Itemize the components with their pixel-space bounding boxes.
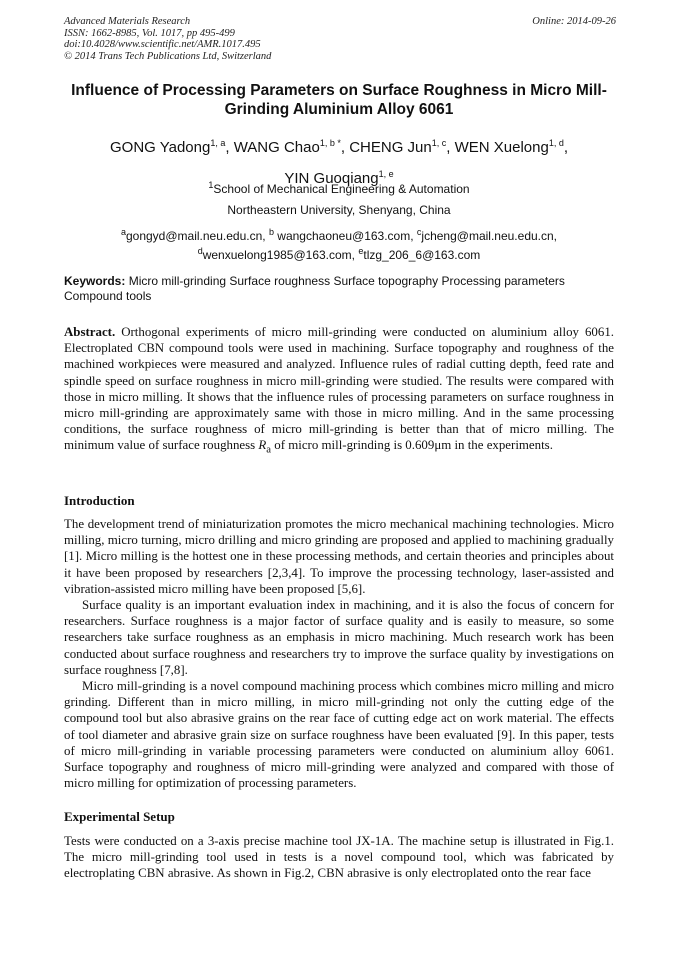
paper-title: Influence of Processing Parameters on Surface Roughness in Micro Mill-Grinding Aluminium Alloy 6061	[71, 82, 607, 118]
abstract	[64, 324, 614, 458]
author-sup: 1, e	[378, 169, 394, 179]
email-text: gongyd@mail.neu.edu.cn,	[125, 229, 269, 243]
author-name: WANG Chao	[233, 139, 320, 156]
ra-subscript: a	[266, 444, 272, 456]
affiliation-line-2: Northeastern University, Shenyang, China	[227, 203, 451, 217]
ra-symbol: R	[258, 438, 267, 453]
affiliation-text: School of Mechanical Engineering & Automation	[213, 182, 470, 196]
email-text: jcheng@mail.neu.edu.cn,	[421, 229, 558, 243]
email-text: wenxuelong1985@163.com,	[202, 248, 359, 262]
email-sup: e	[358, 246, 364, 256]
introduction-body	[64, 516, 614, 791]
paragraph: Surface quality is an important evaluation index in machining, and it is also the focus of concern for researchers. Surface roughness is a major factor of surface quality and is easily to measure, so some researchers take surface roughness as an emphasis in micro machining. Much research work has been conducted about surface roughness and researchers try to improve the surface quality by investigations on surface roughness [7,8].	[64, 598, 614, 677]
keywords-label: Keywords:	[64, 274, 126, 288]
author-name: WEN Xuelong	[454, 139, 549, 156]
paragraph: The development trend of miniaturization promotes the micro mechanical machining technologies. Micro milling, micro turning, micro drilling and micro grinding are proposed and applied to machining gradually [1]. Micro milling is the hottest one in these processing methods, and certain theories and principles about it have been proposed by researchers [2,3,4]. To improve the processing technology, laser-assisted and vibration-assisted micro milling have been proposed [5,6].	[64, 517, 614, 596]
journal-header	[64, 16, 616, 62]
abstract-text-end: of micro mill-grinding is 0.609μm in the experiments.	[271, 438, 553, 453]
abstract-text: Orthogonal experiments of micro mill-grinding were conducted on aluminium alloy 6061. Electroplated CBN compound tools were used in machining. Surface topography and roughness of the machined workpieces were measured and analyzed. Influence rules of radial cutting depth, feed rate and spindle speed on surface roughness in micro mill-grinding were studied. The results were compared with those in micro milling. It shows that the influence rules of processing parameters on surface roughness in micro mill-grinding are approximately same with those in micro milling. And in the same processing conditions, the surface roughness of micro mill-grinding is better than that of micro milling. The minimum value of surface roughness	[64, 325, 614, 453]
author-name: CHENG Jun	[349, 139, 432, 156]
email-text: wangchaoneu@163.com,	[273, 229, 417, 243]
online-date: Online: 2014-09-26	[532, 16, 616, 27]
email-text: tlzg_206_6@163.com	[363, 248, 481, 262]
email-list	[60, 225, 618, 263]
abstract-label: Abstract.	[64, 325, 116, 339]
author-sup: 1, b *	[319, 138, 341, 148]
email-sup: d	[197, 246, 203, 256]
author-sep: ,	[446, 139, 455, 156]
author-name: GONG Yadong	[110, 139, 211, 156]
author-sup: 1, a	[210, 138, 226, 148]
journal-name: Advanced Materials Research	[64, 16, 191, 27]
author-sep: ,	[563, 139, 568, 156]
issn-line: ISSN: 1662-8985, Vol. 1017, pp 495-499	[64, 27, 235, 39]
paragraph: Micro mill-grinding is a novel compound machining process which combines micro milling and micro grinding. Different than in micro milling, in micro mill-grinding not only the cutting edge of the compound tool but also abrasive grains on the rear face of cutting edge act on work material. The effects of tool diameter and abrasive grain size on surface roughness have been evaluated [9]. In this paper, tests of micro mill-grinding in variable processing parameters were conducted on aluminium alloy 6061. Surface topography and roughness of micro mill-grinding were analyzed and compared with those of micro milling for optimization of processing parameters.	[64, 679, 614, 791]
affiliation-sup: 1	[208, 180, 214, 190]
author-sup: 1, d	[548, 138, 564, 148]
section-heading-experimental-setup: Experimental Setup	[64, 809, 175, 824]
section-heading-introduction: Introduction	[64, 493, 135, 508]
paragraph: Tests were conducted on a 3-axis precise machine tool JX-1A. The machine setup is illustrated in Fig.1. The micro mill-grinding tool used in tests is a novel compound tool, which was fabricated by electroplating CBN abrasive. As shown in Fig.2, CBN abrasive is only electroplated onto the rear face	[64, 834, 614, 881]
email-sup: a	[120, 227, 126, 237]
author-name: YIN Guoqiang	[284, 170, 379, 187]
author-sep: ,	[225, 139, 234, 156]
keywords-text: Micro mill-grinding Surface roughness Surface topography Processing parameters Compound tools	[64, 274, 565, 303]
author-sup: 1, c	[431, 138, 447, 148]
email-sup: b	[268, 227, 274, 237]
keywords	[64, 274, 614, 304]
copyright-line: © 2014 Trans Tech Publications Ltd, Switzerland	[64, 50, 272, 62]
affiliation-line-1	[60, 180, 618, 196]
experimental-body	[64, 833, 614, 882]
email-sup: c	[416, 227, 422, 237]
doi-line: doi:10.4028/www.scientific.net/AMR.1017.495	[64, 39, 261, 51]
author-sep: ,	[340, 139, 350, 156]
